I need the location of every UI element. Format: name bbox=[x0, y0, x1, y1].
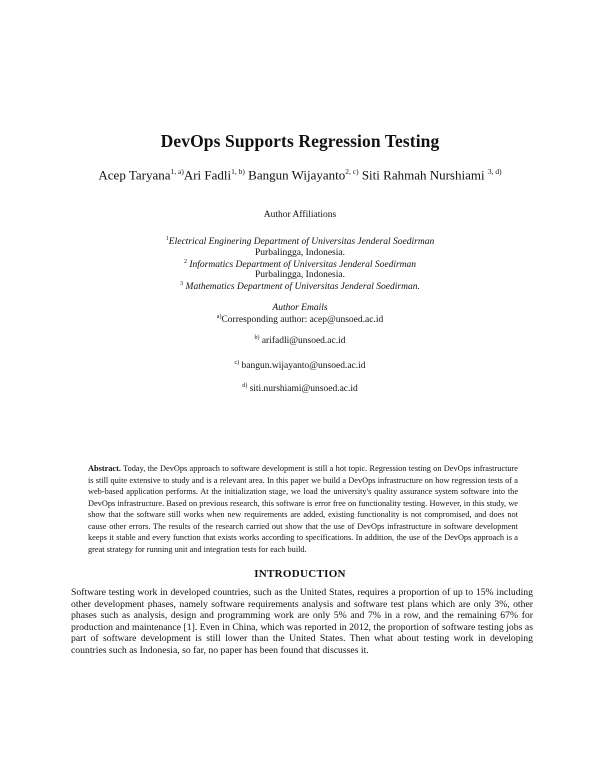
affiliation-3 bbox=[0, 281, 600, 292]
abstract-text: Today, the DevOps approach to software development is still a hot topic. Regression testing on DevOps infrastructure is still quite extensive to study and is a relevant area. In this paper we build a DevOps infrastructure on how regression tests of a web-based application performs. At the initialization stage, we load the university's quality assurance system software into the DevOps infrastructure. Based on previous research, this software is error free on functionality testing. However, in this study, we show that the software still works when new requirements are added, existing functionality is not compromised, and does not cause other errors. The results of the research carried out show that the use of DevOps infrastructure in software development keeps it stable and every function that exists works according to specifications. In addition, the use of the DevOps approach is a great strategy for running unit and integration tests for each build. bbox=[88, 464, 518, 554]
email-superscript: c) bbox=[234, 360, 240, 366]
author-name: Bangun Wijayanto bbox=[248, 167, 346, 183]
author-name: Siti Rahmah Nurshiami bbox=[361, 167, 485, 183]
author-superscript: 3, d) bbox=[487, 167, 502, 176]
affiliation-department: Informatics Department of Universitas Jenderal Soedirman bbox=[189, 260, 417, 271]
author-superscript: 1, a) bbox=[170, 167, 184, 176]
section-heading-introduction: INTRODUCTION bbox=[254, 568, 346, 580]
affiliation-city: Purbalingga, Indonesia. bbox=[255, 270, 345, 280]
email-line bbox=[0, 360, 600, 371]
affiliation-superscript: 2 bbox=[183, 259, 187, 265]
affiliation-2 bbox=[0, 259, 600, 270]
author-list bbox=[0, 167, 600, 183]
affiliations-heading: Author Affiliations bbox=[263, 210, 337, 220]
email-text: siti.nurshiami@unsoed.ac.id bbox=[249, 384, 358, 395]
affiliation-superscript: 3 bbox=[180, 281, 184, 287]
author-superscript: 2, c) bbox=[345, 167, 359, 176]
email-superscript: a) bbox=[216, 314, 222, 320]
author-name: Ari Fadli bbox=[183, 167, 232, 183]
email-line bbox=[0, 335, 600, 346]
email-line bbox=[0, 383, 600, 394]
email-superscript: b) bbox=[254, 335, 260, 341]
email-text: arifadli@unsoed.ac.id bbox=[261, 336, 346, 347]
email-line bbox=[0, 314, 600, 325]
email-text: Corresponding author: acep@unsoed.ac.id bbox=[221, 315, 384, 326]
email-superscript: d) bbox=[242, 383, 248, 389]
abstract bbox=[88, 463, 518, 555]
paper-title: DevOps Supports Regression Testing bbox=[160, 131, 440, 151]
affiliation-department: Electrical Enginering Department of Universitas Jenderal Soedirman bbox=[168, 237, 435, 248]
affiliation-city: Purbalingga, Indonesia. bbox=[255, 248, 345, 258]
emails-heading: Author Emails bbox=[272, 303, 328, 313]
author-superscript: 1, b) bbox=[231, 167, 245, 176]
author-name: Acep Taryana bbox=[98, 167, 171, 183]
affiliation-superscript: 1 bbox=[165, 236, 169, 242]
abstract-label: Abstract. bbox=[88, 464, 121, 473]
affiliation-1 bbox=[0, 236, 600, 247]
introduction-paragraph: Software testing work in developed countries, such as the United States, requires a proportion of up to 15% including other development phases, namely software requirements analysis and software test plans which are only 3%, other phases such as analysis, design and programming work are only 5% and 7% in a row, and the remaining 67% for production and maintenance [1]. Even in China, which was reported in 2012, the proportion of software testing jobs as part of software development is still lower than the United States. Then what about testing work in developing countries such as Indonesia, so far, no paper has been found that discusses it. bbox=[71, 587, 533, 656]
email-text: bangun.wijayanto@unsoed.ac.id bbox=[241, 361, 366, 372]
affiliation-department: Mathematics Department of Universitas Jenderal Soedirman. bbox=[185, 282, 420, 293]
